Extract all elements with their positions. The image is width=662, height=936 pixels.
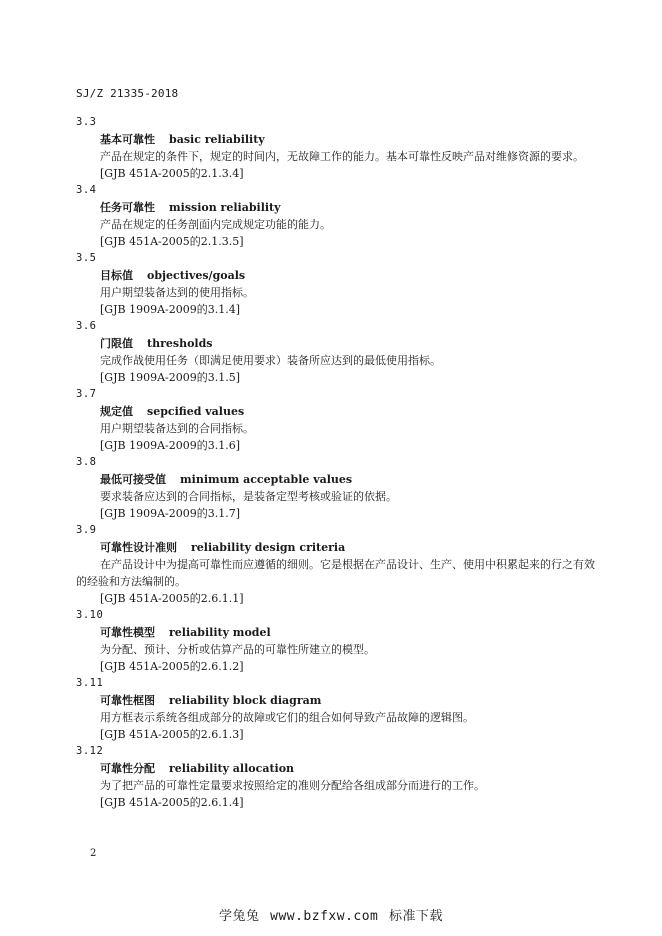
term-title-en: basic reliability (169, 133, 265, 146)
term-number: 3.11 (76, 677, 104, 689)
term-title-en: sepcified values (147, 405, 245, 418)
term-definition: 在产品设计中为提高可靠性而应遵循的细则。它是根据在产品设计、生产、使用中积累起来的行之有效的经验和方法编制的。 (76, 558, 595, 588)
term-reference: [GJB 1909A-2009的3.1.6] (100, 439, 240, 452)
term-reference: [GJB 451A-2005的2.1.3.5] (100, 235, 244, 248)
term-entry (76, 454, 596, 522)
term-title (76, 335, 596, 352)
term-reference: [GJB 451A-2005的2.6.1.4] (100, 796, 244, 809)
term-reference: [GJB 1909A-2009的3.1.7] (100, 507, 240, 520)
term-title-en: minimum acceptable values (180, 473, 353, 486)
term-definition: 为了把产品的可靠性定量要求按照给定的准则分配给各组成部分而进行的工作。 (100, 779, 485, 792)
term-title (76, 267, 596, 284)
term-title-en: reliability block diagram (169, 694, 322, 707)
term-reference: [GJB 451A-2005的2.6.1.3] (100, 728, 244, 741)
term-title-en: thresholds (147, 337, 213, 350)
term-entry (76, 743, 596, 811)
term-entry (76, 607, 596, 675)
footer-label: 标准下载 (389, 909, 444, 924)
term-entry (76, 114, 596, 182)
term-title-cn: 可靠性分配 (100, 762, 155, 775)
term-reference: [GJB 1909A-2009的3.1.5] (100, 371, 240, 384)
term-title (76, 199, 596, 216)
term-title (76, 539, 596, 556)
term-number: 3.10 (76, 609, 104, 621)
term-title-cn: 基本可靠性 (100, 133, 155, 146)
term-entry (76, 318, 596, 386)
term-title-en: reliability design criteria (191, 541, 346, 554)
term-number: 3.4 (76, 184, 97, 196)
standard-code-header: SJ/Z 21335-2018 (76, 87, 179, 100)
term-definition: 产品在规定的条件下，规定的时间内，无故障工作的能力。基本可靠性反映产品对维修资源的要求。 (100, 150, 584, 163)
term-title-cn: 最低可接受值 (100, 473, 166, 486)
term-reference: [GJB 451A-2005的2.1.3.4] (100, 167, 244, 180)
term-title (76, 624, 596, 641)
term-definition: 产品在规定的任务剖面内完成规定功能的能力。 (100, 218, 331, 231)
footer-url[interactable]: www.bzfxw.com (270, 909, 379, 924)
term-entry (76, 386, 596, 454)
term-title-en: reliability model (169, 626, 271, 639)
term-definition: 要求装备应达到的合同指标，是装备定型考核或验证的依据。 (100, 490, 397, 503)
term-title (76, 403, 596, 420)
term-title-cn: 可靠性框图 (100, 694, 155, 707)
term-definition: 用方框表示系统各组成部分的故障或它们的组合如何导致产品故障的逻辑图。 (100, 711, 474, 724)
term-title-en: objectives/goals (147, 269, 246, 282)
term-number: 3.3 (76, 116, 97, 128)
term-number: 3.12 (76, 745, 104, 757)
term-title (76, 760, 596, 777)
term-title-cn: 可靠性模型 (100, 626, 155, 639)
term-title-en: reliability allocation (169, 762, 295, 775)
term-number: 3.8 (76, 456, 97, 468)
term-entry (76, 182, 596, 250)
term-entry (76, 522, 596, 607)
term-title-cn: 门限值 (100, 337, 133, 350)
term-number: 3.7 (76, 388, 97, 400)
footer-watermark (0, 905, 662, 924)
term-definition: 为分配、预计、分析或估算产品的可靠性所建立的模型。 (100, 643, 375, 656)
term-reference: [GJB 451A-2005的2.6.1.1] (100, 592, 244, 605)
term-entry (76, 250, 596, 318)
page-number: 2 (90, 848, 97, 859)
term-title (76, 471, 596, 488)
term-title-cn: 目标值 (100, 269, 133, 282)
term-number: 3.5 (76, 252, 97, 264)
term-title-cn: 规定值 (100, 405, 133, 418)
term-definition: 完成作战使用任务（即满足使用要求）装备所应达到的最低使用指标。 (100, 354, 441, 367)
term-title (76, 131, 596, 148)
term-entry (76, 675, 596, 743)
term-number: 3.6 (76, 320, 97, 332)
term-reference: [GJB 451A-2005的2.6.1.2] (100, 660, 244, 673)
term-reference: [GJB 1909A-2009的3.1.4] (100, 303, 240, 316)
term-definition: 用户期望装备达到的使用指标。 (100, 286, 254, 299)
term-title-cn: 任务可靠性 (100, 201, 155, 214)
term-number: 3.9 (76, 524, 97, 536)
term-title-cn: 可靠性设计准则 (100, 541, 177, 554)
footer-site-name: 学兔兔 (218, 909, 260, 924)
term-definition: 用户期望装备达到的合同指标。 (100, 422, 254, 435)
term-title (76, 692, 596, 709)
term-title-en: mission reliability (169, 201, 281, 214)
terms-list (76, 114, 596, 811)
